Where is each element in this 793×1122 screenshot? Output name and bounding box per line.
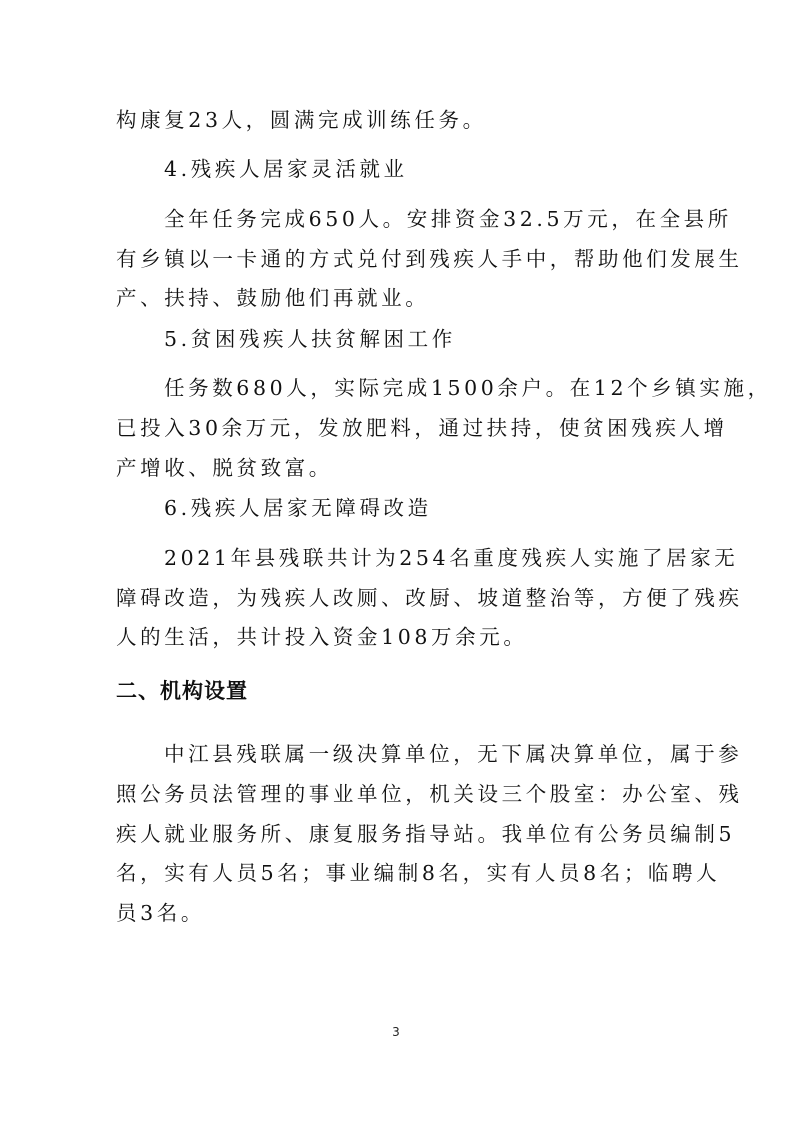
paragraph-line: 照公务员法管理的事业单位，机关设三个股室：办公室、残 [116, 782, 743, 806]
paragraph-line: 中江县残联属一级决算单位，无下属决算单位，属于参 [164, 742, 743, 766]
subheading-5: 5.贫困残疾人扶贫解困工作 [164, 327, 456, 351]
paragraph-line: 构康复23人，圆满完成训练任务。 [116, 108, 487, 132]
section-heading: 二、机构设置 [116, 679, 248, 703]
paragraph-line: 2021年县残联共计为254名重度残疾人实施了居家无 [164, 546, 739, 570]
paragraph-line: 已投入30余万元，发放肥料，通过扶持，使贫困残疾人增 [116, 416, 728, 440]
paragraph-line: 有乡镇以一卡通的方式兑付到残疾人手中，帮助他们发展生 [116, 247, 743, 271]
paragraph-line: 疾人就业服务所、康复服务指导站。我单位有公务员编制5 [116, 822, 736, 846]
paragraph-line: 障碍改造，为残疾人改厕、改厨、坡道整治等，方便了残疾 [116, 586, 743, 610]
page-number: 3 [392, 1025, 400, 1039]
subheading-6: 6.残疾人居家无障碍改造 [164, 496, 432, 520]
paragraph-line: 产增收、脱贫致富。 [116, 456, 333, 480]
paragraph-line: 名，实有人员5名；事业编制8名，实有人员8名；临聘人 [116, 861, 721, 885]
paragraph-line: 全年任务完成650人。安排资金32.5万元，在全县所 [164, 207, 732, 231]
paragraph-line: 产、扶持、鼓励他们再就业。 [116, 286, 430, 310]
paragraph-line: 人的生活，共计投入资金108万余元。 [116, 625, 528, 649]
paragraph-line: 任务数680人，实际完成1500余户。在12个乡镇实施， [164, 376, 772, 400]
paragraph-line: 员3名。 [116, 901, 205, 925]
subheading-4: 4.残疾人居家灵活就业 [164, 157, 408, 181]
